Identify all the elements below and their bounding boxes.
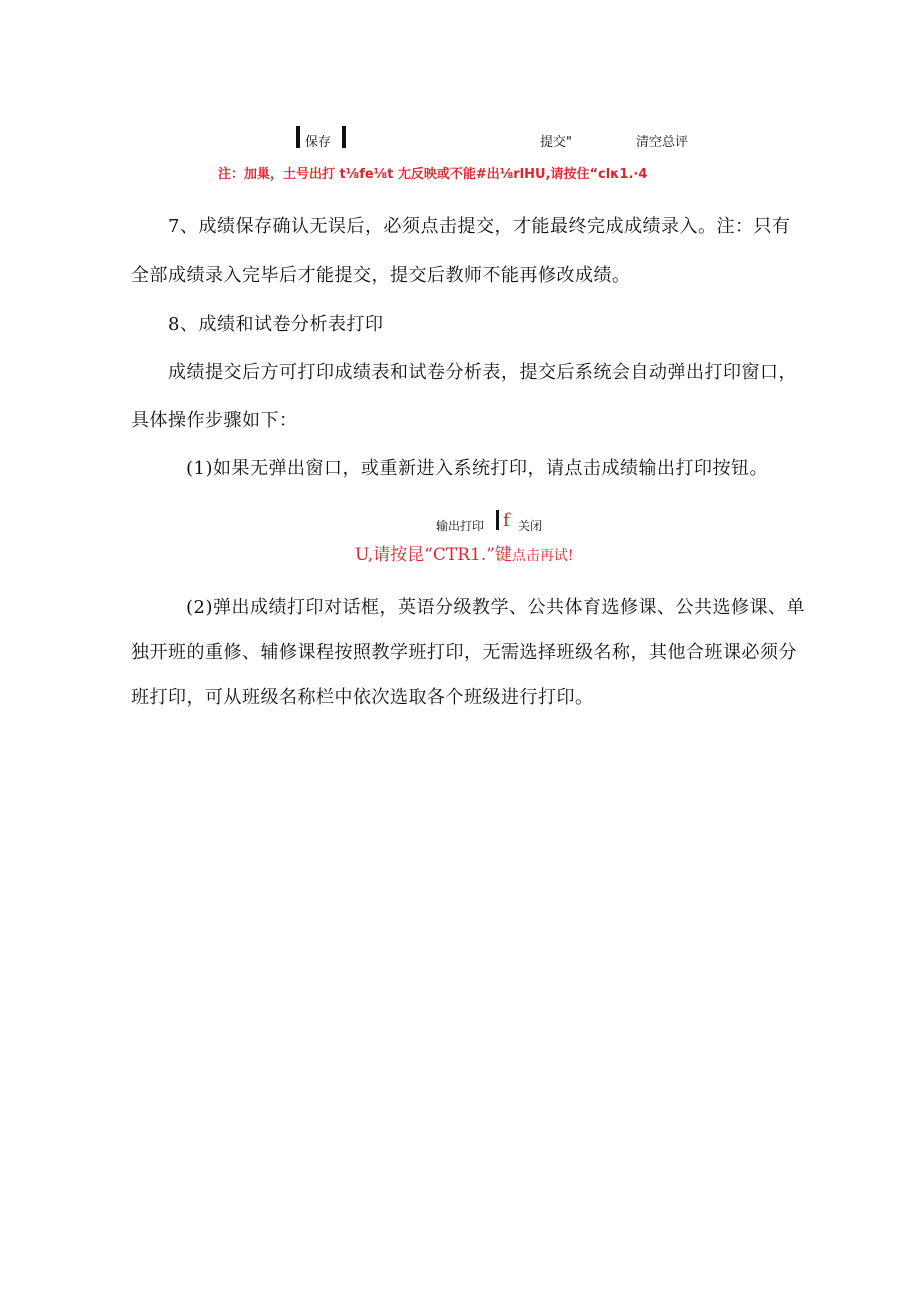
submit-button[interactable]: 提交" bbox=[540, 135, 572, 150]
mid-red-note-tail: 点击再试! bbox=[511, 548, 574, 564]
step-1-text: (1)如果无弹出窗口，或重新进入系统打印，请点击成绩输出打印按钮。 bbox=[186, 458, 768, 479]
top-red-note: 注：加巢，土号出打 t⅛fe⅛t 尢反映或不能#出⅛rlHU,请按住“clκ1.∙4 bbox=[218, 167, 648, 182]
close-button[interactable]: 关闭 bbox=[518, 519, 543, 533]
save-button-right-edge bbox=[342, 126, 346, 148]
clear-total-button[interactable]: 清空总评 bbox=[636, 135, 689, 150]
step-2-line-1: (2)弹出成绩打印对话框，英语分级教学、公共体育选修课、公共选修课、单 bbox=[186, 597, 805, 618]
paragraph-7-line-1: 7、成绩保存确认无误后，必须点击提交，才能最终完成成绩录入。注：只有 bbox=[168, 216, 791, 237]
paragraph-7-line-2: 全部成绩录入完毕后才能提交，提交后教师不能再修改成绩。 bbox=[131, 265, 631, 286]
save-button[interactable]: 保存 bbox=[305, 135, 332, 150]
mid-red-note bbox=[355, 540, 574, 565]
mid-red-note-main: U,请按昆“CTR1.”键 bbox=[355, 545, 512, 565]
output-print-button[interactable]: 输出打印 bbox=[436, 519, 485, 533]
step-2-line-2: 独开班的重修、辅修课程按照教学班打印，无需选择班级名称，其他合班课必须分 bbox=[131, 642, 797, 663]
save-button-left-edge bbox=[296, 126, 300, 148]
button-separator bbox=[496, 510, 499, 530]
section-8-heading: 8、成绩和试卷分析表打印 bbox=[168, 314, 384, 335]
separator-glyph: f bbox=[503, 510, 510, 531]
paragraph-8-line-2: 具体操作步骤如下： bbox=[131, 410, 298, 431]
step-2-line-3: 班打印，可从班级名称栏中依次选取各个班级进行打印。 bbox=[131, 687, 594, 708]
paragraph-8-line-1: 成绩提交后方可打印成绩表和试卷分析表，提交后系统会自动弹出打印窗口， bbox=[168, 362, 797, 383]
